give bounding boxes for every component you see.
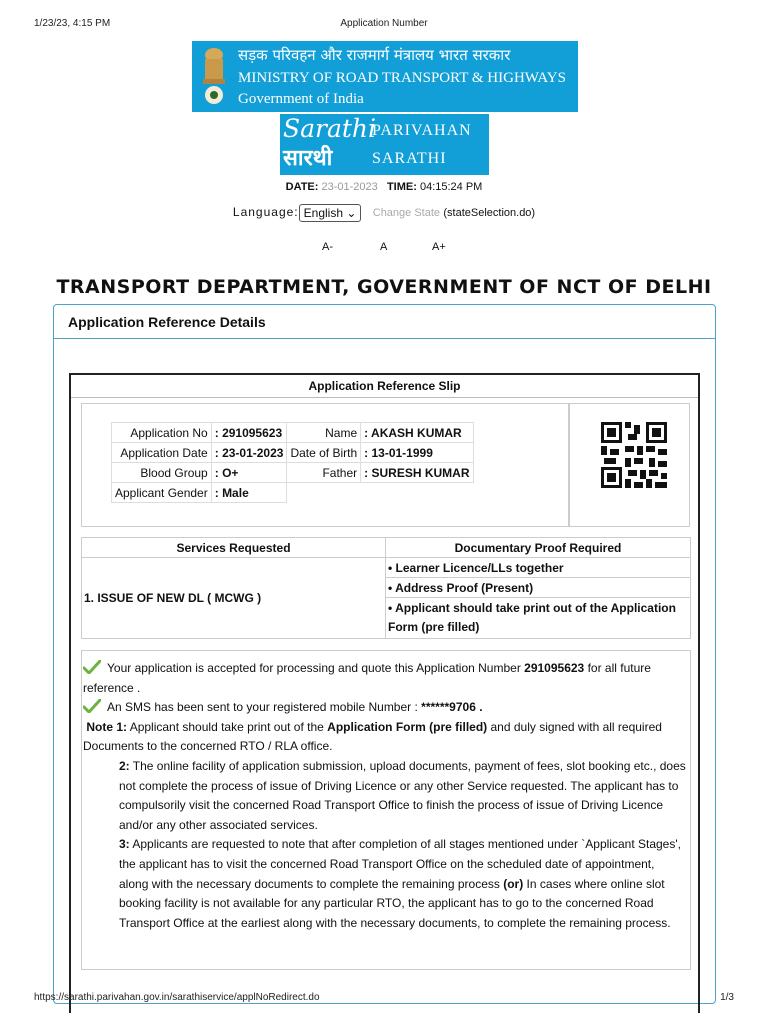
proof-item: • Applicant should take print out of the Application Form (pre filled) bbox=[386, 598, 691, 639]
panel-title: Application Reference Details bbox=[68, 314, 266, 330]
proof-header: Documentary Proof Required bbox=[386, 538, 691, 558]
service-name: 1. ISSUE OF NEW DL ( MCWG ) bbox=[82, 558, 386, 639]
print-footer bbox=[34, 992, 734, 1006]
print-header bbox=[34, 18, 734, 32]
divider bbox=[71, 397, 698, 398]
sarathi-logo-english: Sarathi bbox=[283, 114, 377, 143]
qr-box bbox=[569, 403, 690, 527]
language-bar bbox=[0, 204, 768, 222]
name-label: Name bbox=[287, 423, 361, 443]
dob-label: Date of Birth bbox=[287, 443, 361, 463]
note-1: Note 1: Applicant should take print out of the Application Form (pre filled) and duly signed with all required Documents to the concerned RTO / RLA office. bbox=[83, 719, 662, 754]
language-selected: English bbox=[303, 206, 343, 220]
language-label: Language: bbox=[232, 205, 299, 220]
change-state-url: (stateSelection.do) bbox=[443, 207, 536, 220]
proof-item: • Address Proof (Present) bbox=[386, 578, 691, 598]
application-date-value: : 23-01-2023 bbox=[211, 443, 287, 463]
name-value: : AKASH KUMAR bbox=[361, 423, 473, 443]
application-reference-slip bbox=[69, 373, 700, 1013]
date-value: 23-01-2023 bbox=[321, 181, 378, 193]
check-icon bbox=[83, 699, 101, 713]
print-datetime: 1/23/23, 4:15 PM bbox=[34, 18, 111, 29]
accepted-message: Your application is accepted for processing and quote this Application Number 291095623 for all future reference . bbox=[83, 661, 651, 695]
sarathi-logo-banner bbox=[280, 114, 489, 175]
slip-title: Application Reference Slip bbox=[308, 379, 461, 393]
proof-item: • Learner Licence/LLs together bbox=[386, 558, 691, 578]
application-date-label: Application Date bbox=[112, 443, 212, 463]
table-header-row bbox=[82, 538, 691, 558]
font-increase-button[interactable]: A+ bbox=[432, 241, 446, 253]
font-decrease-button[interactable]: A- bbox=[322, 241, 333, 253]
time-value: 04:15:24 PM bbox=[419, 181, 483, 193]
time-label: TIME: bbox=[386, 181, 417, 193]
gender-value: : Male bbox=[211, 483, 287, 503]
table-row bbox=[112, 443, 474, 463]
chevron-down-icon: ⌄ bbox=[346, 206, 357, 220]
government-name: Government of India bbox=[238, 91, 364, 107]
application-no-label: Application No bbox=[112, 423, 212, 443]
table-row bbox=[112, 423, 474, 443]
application-number: 291095623 bbox=[524, 661, 585, 675]
sms-message: An SMS has been sent to your registered mobile Number : ******9706 . bbox=[83, 698, 686, 718]
table-row bbox=[112, 463, 474, 483]
mobile-number: ******9706 . bbox=[421, 700, 483, 715]
date-time-bar bbox=[0, 181, 768, 193]
national-emblem-icon bbox=[198, 45, 230, 107]
change-state-link[interactable]: Change State bbox=[372, 207, 441, 220]
page-number: 1/3 bbox=[720, 992, 734, 1003]
table-row bbox=[112, 483, 474, 503]
department-title: TRANSPORT DEPARTMENT, GOVERNMENT OF NCT OF DELHI bbox=[56, 276, 712, 298]
check-icon bbox=[83, 660, 101, 674]
blood-group-label: Blood Group bbox=[112, 463, 212, 483]
notes-box bbox=[81, 650, 691, 970]
ministry-banner bbox=[192, 41, 578, 112]
applicant-info-table bbox=[111, 422, 474, 503]
qr-code-icon bbox=[601, 422, 667, 488]
parivahan-text: PARIVAHAN bbox=[372, 122, 472, 139]
dob-value: : 13-01-1999 bbox=[361, 443, 473, 463]
font-normal-button[interactable]: A bbox=[380, 241, 388, 253]
ministry-english-name: MINISTRY OF ROAD TRANSPORT & HIGHWAYS bbox=[238, 70, 566, 86]
language-select[interactable] bbox=[299, 204, 362, 222]
print-url: https://sarathi.parivahan.gov.in/sarathiservice/applNoRedirect.do bbox=[34, 992, 320, 1003]
note-2: 2: The online facility of application submission, upload documents, payment of fees, slot booking etc., does not complete the process of issue of Driving Licence or any other Service requested. The applicant has to compulsorily visit the concerned Road Transport Office to finish the process of issue of Driving Licence and/or any other associated services. bbox=[119, 758, 686, 832]
print-title: Application Number bbox=[340, 18, 428, 29]
date-label: DATE: bbox=[285, 181, 319, 193]
blood-group-value: : O+ bbox=[211, 463, 287, 483]
father-value: : SURESH KUMAR bbox=[361, 463, 473, 483]
note-3: 3: Applicants are requested to note that after completion of all stages mentioned under `Applicant Stages', the applicant has to visit the concerned Road Transport Office on the scheduled date of appointment, along with the necessary documents to complete the remaining process (or) In cases where online slot booking facility is not available for any particular RTO, the applicant has to go to the concerned Road Transport Office at the earliest along with the necessary documents, to complete the remaining process. bbox=[119, 837, 681, 930]
services-table bbox=[81, 537, 691, 639]
table-row bbox=[82, 558, 691, 578]
sarathi-logo-hindi: सारथी bbox=[283, 146, 333, 171]
gender-label: Applicant Gender bbox=[112, 483, 212, 503]
father-label: Father bbox=[287, 463, 361, 483]
panel-header bbox=[54, 305, 715, 339]
ministry-hindi-name: सड़क परिवहन और राजमार्ग मंत्रालय भारत सरकार bbox=[238, 46, 511, 64]
sarathi-text: SARATHI bbox=[372, 150, 447, 167]
application-no-value: : 291095623 bbox=[211, 423, 287, 443]
services-header: Services Requested bbox=[82, 538, 386, 558]
